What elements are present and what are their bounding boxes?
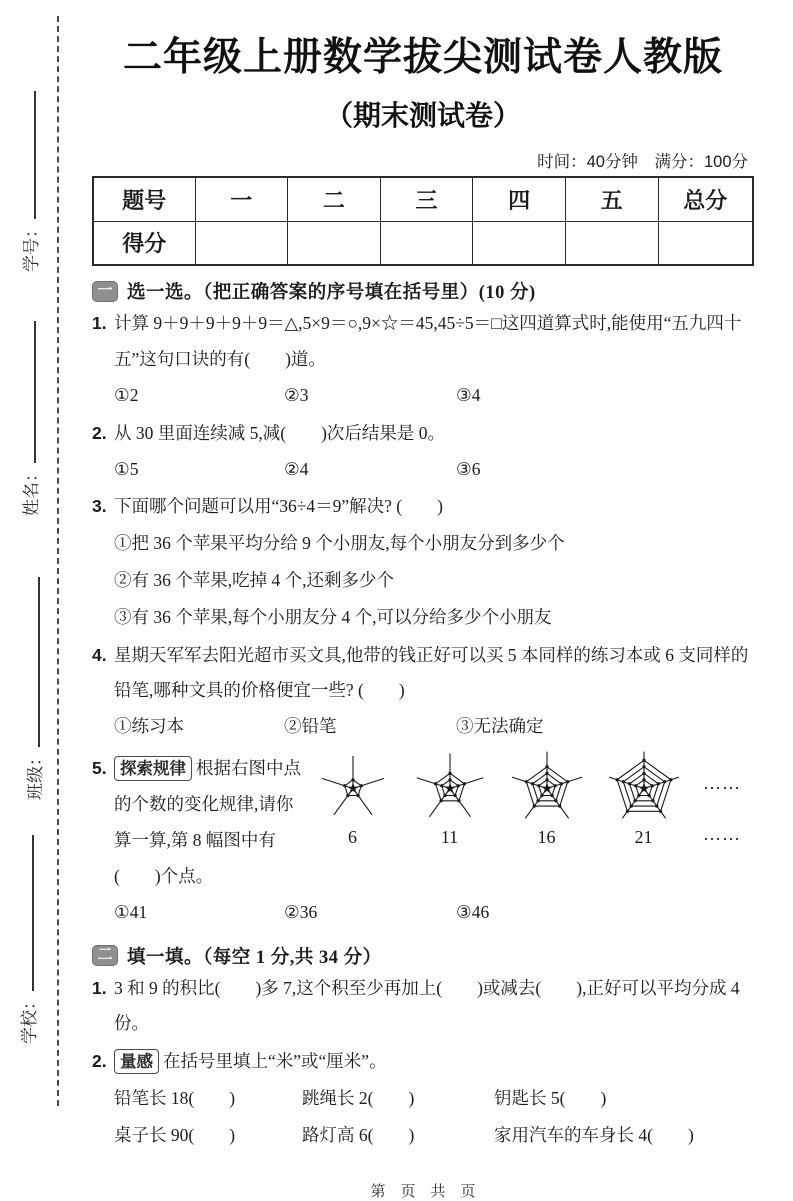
quantity-sense-tag: 量感 — [114, 1049, 159, 1074]
score-header-cell: 五 — [565, 177, 658, 221]
score-header-cell: 总分 — [658, 177, 753, 221]
web-drawing-3 — [498, 751, 595, 826]
question-2-options — [92, 452, 754, 488]
student-name-field — [14, 312, 44, 516]
question-2 — [92, 416, 754, 452]
question-1 — [92, 306, 754, 378]
option: ②4 — [284, 458, 309, 479]
question-3-option-b: ②有 36 个苹果,吃掉 4 个,还剩多少个 — [114, 570, 394, 590]
option: ③无法确定 — [456, 716, 544, 737]
option: ③46 — [456, 901, 490, 922]
student-id-label: 学号： — [21, 221, 41, 272]
question-1-text: 计算 9＋9＋9＋9＋9＝△,5×9＝○,9×☆＝45,45÷5＝□这四道算式时,能使用“五九四十五”这句口诀的有( )道。 — [114, 313, 742, 369]
paper-content — [92, 0, 754, 1201]
fill-item: 铅笔长 18( ) — [114, 1088, 236, 1109]
option: ②铅笔 — [284, 716, 337, 737]
score-header-cell: 二 — [288, 177, 381, 221]
student-id-field — [14, 84, 44, 272]
section-two-badge: 二 — [92, 945, 118, 966]
web-drawing-2 — [401, 751, 498, 826]
web-drawing-1 — [304, 751, 401, 826]
score-cell-empty — [195, 221, 288, 265]
score-header-cell: 三 — [380, 177, 473, 221]
option: ②36 — [284, 901, 318, 922]
fill-item: 钥匙长 5( ) — [494, 1088, 607, 1109]
fill-item: 路灯高 6( ) — [302, 1124, 415, 1145]
fill-item: 桌子长 90( ) — [114, 1124, 236, 1145]
question-3-option-a: ①把 36 个苹果平均分给 9 个小朋友,每个小朋友分到多少个 — [114, 533, 565, 554]
question-5-text: 根据右图中点的个数的变化规律,请你算一算,第 8 幅图中有( )个点。 — [114, 758, 301, 886]
score-cell-empty — [380, 221, 473, 265]
web-drawing-4 — [595, 751, 692, 826]
question-3-number: 3. — [92, 496, 107, 517]
question-1-number: 1. — [92, 313, 107, 333]
question-5-number: 5. — [92, 758, 107, 779]
binding-dashed-line — [57, 16, 59, 1106]
web-count-label: 11 — [440, 827, 459, 848]
section-one-header — [92, 278, 754, 304]
page-subtitle: （期末测试卷） — [324, 100, 521, 131]
question-1-options — [92, 378, 754, 414]
question-2-number: 2. — [92, 422, 107, 443]
section-two-header — [92, 943, 754, 969]
score-table — [92, 176, 754, 266]
web-count-label: 16 — [537, 827, 556, 848]
fill-question-1-number: 1. — [92, 977, 107, 998]
ellipsis-bottom: …… — [703, 824, 741, 845]
page-footer: 第 页 共 页 — [370, 1182, 476, 1200]
option: ①练习本 — [114, 716, 184, 737]
question-2-text: 从 30 里面连续减 5,减( )次后结果是 0。 — [114, 422, 446, 443]
web-figure-2 — [401, 751, 498, 848]
class-label: 班级： — [25, 749, 45, 800]
fill-item: 家用汽车的车身长 4( ) — [494, 1124, 694, 1145]
score-cell-empty — [658, 221, 753, 265]
school-field — [12, 816, 42, 1044]
web-count-label: 6 — [348, 827, 357, 848]
score-cell-empty — [565, 221, 658, 265]
web-figure-1 — [304, 751, 401, 848]
option: ②3 — [284, 384, 309, 405]
web-figure-4 — [595, 751, 692, 848]
option: ③6 — [456, 458, 481, 479]
spider-web-figure — [304, 751, 754, 848]
option: ①2 — [114, 384, 139, 405]
school-blank-line — [20, 835, 34, 991]
question-4 — [92, 638, 754, 710]
explore-pattern-tag: 探索规律 — [114, 756, 192, 781]
student-id-blank-line — [22, 91, 36, 219]
question-3 — [92, 489, 754, 525]
section-one-title: 选一选。（把正确答案的序号填在括号里）(10 分) — [127, 283, 536, 303]
score-header-cell: 四 — [473, 177, 566, 221]
score-cell-empty — [473, 221, 566, 265]
question-3-option-c: ③有 36 个苹果,每个小朋友分 4 个,可以分给多少个小朋友 — [114, 606, 552, 627]
class-blank-line — [26, 577, 40, 747]
fill-question-2-number: 2. — [92, 1051, 107, 1072]
fill-item: 跳绳长 2( ) — [302, 1088, 415, 1109]
question-4-number: 4. — [92, 644, 107, 665]
score-table-score-row — [93, 221, 753, 265]
score-row-label: 得分 — [93, 221, 195, 265]
score-header-cell: 题号 — [93, 177, 195, 221]
question-5 — [92, 749, 754, 895]
web-figure-3 — [498, 751, 595, 848]
web-count-label: 21 — [634, 827, 653, 848]
question-4-text: 星期天军军去阳光超市买文具,他带的钱正好可以买 5 本同样的练习本或 6 支同样的铅笔,哪种文具的价格便宜一些? ( ) — [114, 644, 749, 701]
fill-question-2 — [92, 1044, 754, 1080]
question-4-options — [92, 709, 754, 745]
option: ①5 — [114, 458, 139, 479]
page-title: 二年级上册数学拔尖测试卷人教版 — [122, 36, 723, 79]
student-name-label: 姓名： — [21, 465, 41, 516]
fill-question-2-text: 在括号里填上“米”或“厘米”。 — [163, 1051, 387, 1072]
fill-question-1 — [92, 971, 754, 1043]
student-name-blank-line — [22, 321, 36, 463]
question-5-text-block — [92, 751, 304, 895]
fill-question-1-text: 3 和 9 的积比( )多 7,这个积至少再加上( )或减去( ),正好可以平均分成 4 份。 — [114, 977, 740, 1034]
school-label: 学校： — [19, 993, 39, 1044]
score-header-cell: 一 — [195, 177, 288, 221]
ellipsis-top: …… — [703, 773, 741, 794]
question-5-options — [92, 895, 754, 931]
section-two-title: 填一填。（每空 1 分,共 34 分） — [127, 947, 382, 968]
question-3-text: 下面哪个问题可以用“36÷4＝9”解决? ( ) — [114, 496, 443, 517]
section-one-badge: 一 — [92, 281, 118, 302]
option: ③4 — [456, 384, 481, 405]
time-score-meta: 时间：40分钟 满分：100分 — [537, 153, 748, 171]
fill-items-row-2 — [92, 1117, 754, 1154]
class-field — [18, 562, 48, 800]
score-table-header-row — [93, 177, 753, 221]
fill-items-row-1 — [92, 1080, 754, 1117]
score-cell-empty — [288, 221, 381, 265]
option: ①41 — [114, 901, 148, 922]
web-ellipsis-column — [692, 751, 752, 848]
